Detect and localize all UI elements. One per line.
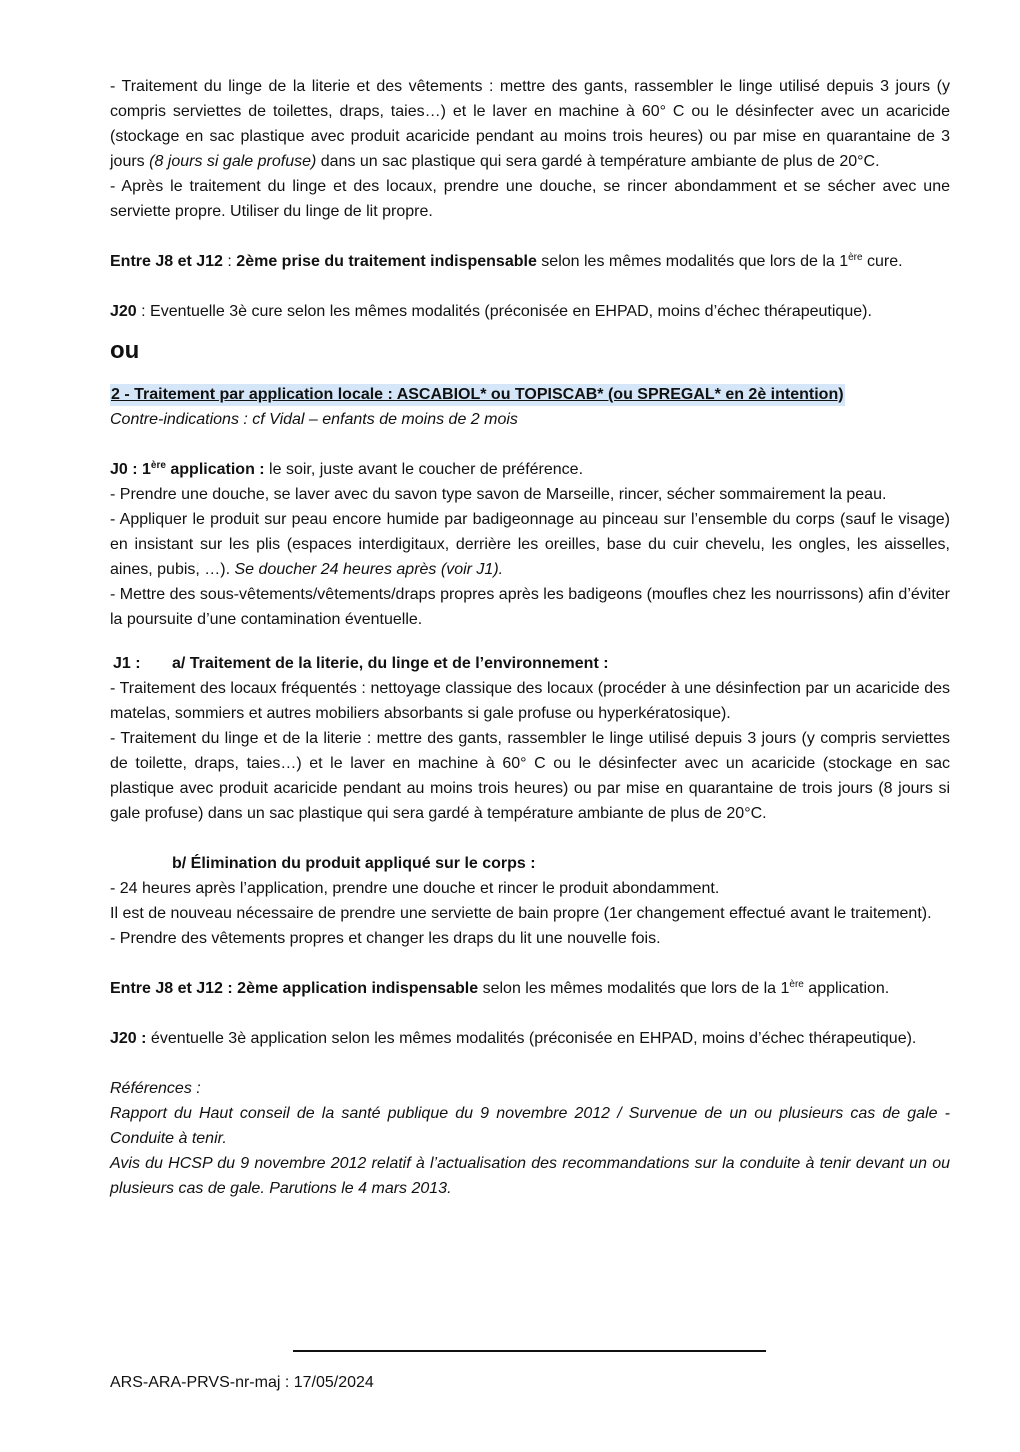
second-dose-paragraph: Entre J8 et J12 : 2ème prise du traitement indispensable selon les mêmes modalités que lors de la 1ère cure. <box>110 252 903 270</box>
section-2-heading-line <box>110 382 950 407</box>
section-2-title: 2 - Traitement par application locale : ASCABIOL* ou TOPISCAB* (ou SPREGAL* en 2è intention) <box>110 384 845 406</box>
linge-treatment-item: - Traitement du linge de la literie et des vêtements : mettre des gants, rassembler le linge utilisé depuis 3 jours (y compris serviettes de toilettes, draps, taies…) et le laver en machine à 60° C ou le désinfecter avec un acaricide (stockage en sac plastique avec produit acaricide pendant au moins trois heures) ou par mise en quarantaine de 3 jours (8 jours si gale profuse) dans un sac plastique qui sera gardé à température ambiante de plus de 20°C. <box>110 78 950 170</box>
shower-item: - Après le traitement du linge et des locaux, prendre une douche, se rincer abondamment et se sécher avec une serviette propre. Utiliser du linge de lit propre. <box>110 178 950 220</box>
j1-b-item-clothes: - Prendre des vêtements propres et changer les draps du lit une nouvelle fois. <box>110 930 661 947</box>
second-application-paragraph: Entre J8 et J12 : 2ème application indispensable selon les mêmes modalités que lors de la 1ère application. <box>110 979 890 997</box>
j0-item-shower: - Prendre une douche, se laver avec du savon type savon de Marseille, rincer, sécher sommairement la peau. <box>110 486 887 503</box>
j0-item-clothes: - Mettre des sous-vêtements/vêtements/draps propres après les badigeons (moufles chez les nourrissons) afin d’éviter la poursuite d’une contamination éventuelle. <box>110 586 950 628</box>
j1-b-towel-text: Il est de nouveau nécessaire de prendre une serviette de bain propre (1er changement effectué avant le traitement). <box>110 905 932 922</box>
references-heading: Références : <box>110 1080 201 1097</box>
j0-item-apply: - Appliquer le produit sur peau encore humide par badigeonnage au pinceau sur l’ensemble du corps (sauf le visage) en insistant sur les plis (espaces interdigitaux, derrière les oreilles, base du cuir chevelu, les ongles, les aisselles, aines, pubis, …). Se doucher 24 heures après (voir J1). <box>110 511 950 578</box>
j0-heading: J0 : 1ère application : le soir, juste avant le coucher de préférence. <box>110 460 584 478</box>
document-body <box>110 74 950 1201</box>
j1-b-item-shower: - 24 heures après l’application, prendre une douche et rincer le produit abondamment. <box>110 880 720 897</box>
j1-item-premises: - Traitement des locaux fréquentés : nettoyage classique des locaux (procéder à une désinfection par un acaricide des matelas, sommiers et autres mobiliers absorbants si gale profuse ou hyperkératosique). <box>110 680 950 722</box>
j1-heading: J1 : a/ Traitement de la literie, du linge et de l’environnement : <box>113 655 609 672</box>
j1-item-linen: - Traitement du linge et de la literie : mettre des gants, rassembler le linge utilisé depuis 3 jours (y compris serviettes de toilette, draps, taies…) et le laver en machine à 60° C ou le désinfecter avec un acaricide (stockage en sac plastique avec produit acaricide pendant au moins trois heures) ou par mise en quarantaine de trois jours (8 jours si gale profuse) dans un sac plastique qui sera gardé à température ambiante de plus de 20°C. <box>110 730 950 822</box>
contraindications: Contre-indications : cf Vidal – enfants de moins de 2 mois <box>110 411 518 428</box>
or-separator: ou <box>110 337 140 364</box>
j20-second-paragraph: J20 : éventuelle 3è application selon les mêmes modalités (préconisée en EHPAD, moins d’échec thérapeutique). <box>110 1030 917 1047</box>
reference-2: Avis du HCSP du 9 novembre 2012 relatif à l’actualisation des recommandations sur la conduite à tenir devant un ou plusieurs cas de gale. Parutions le 4 mars 2013. <box>110 1155 950 1197</box>
j1-subheading-b: b/ Élimination du produit appliqué sur le corps : <box>172 855 536 872</box>
footer-reference: ARS-ARA-PRVS-nr-maj : 17/05/2024 <box>110 1374 374 1391</box>
footer-divider <box>293 1350 766 1352</box>
reference-1: Rapport du Haut conseil de la santé publique du 9 novembre 2012 / Survenue de un ou plusieurs cas de gale - Conduite à tenir. <box>110 1105 950 1147</box>
j20-first-paragraph: J20 : Eventuelle 3è cure selon les mêmes modalités (préconisée en EHPAD, moins d’échec thérapeutique). <box>110 303 872 320</box>
